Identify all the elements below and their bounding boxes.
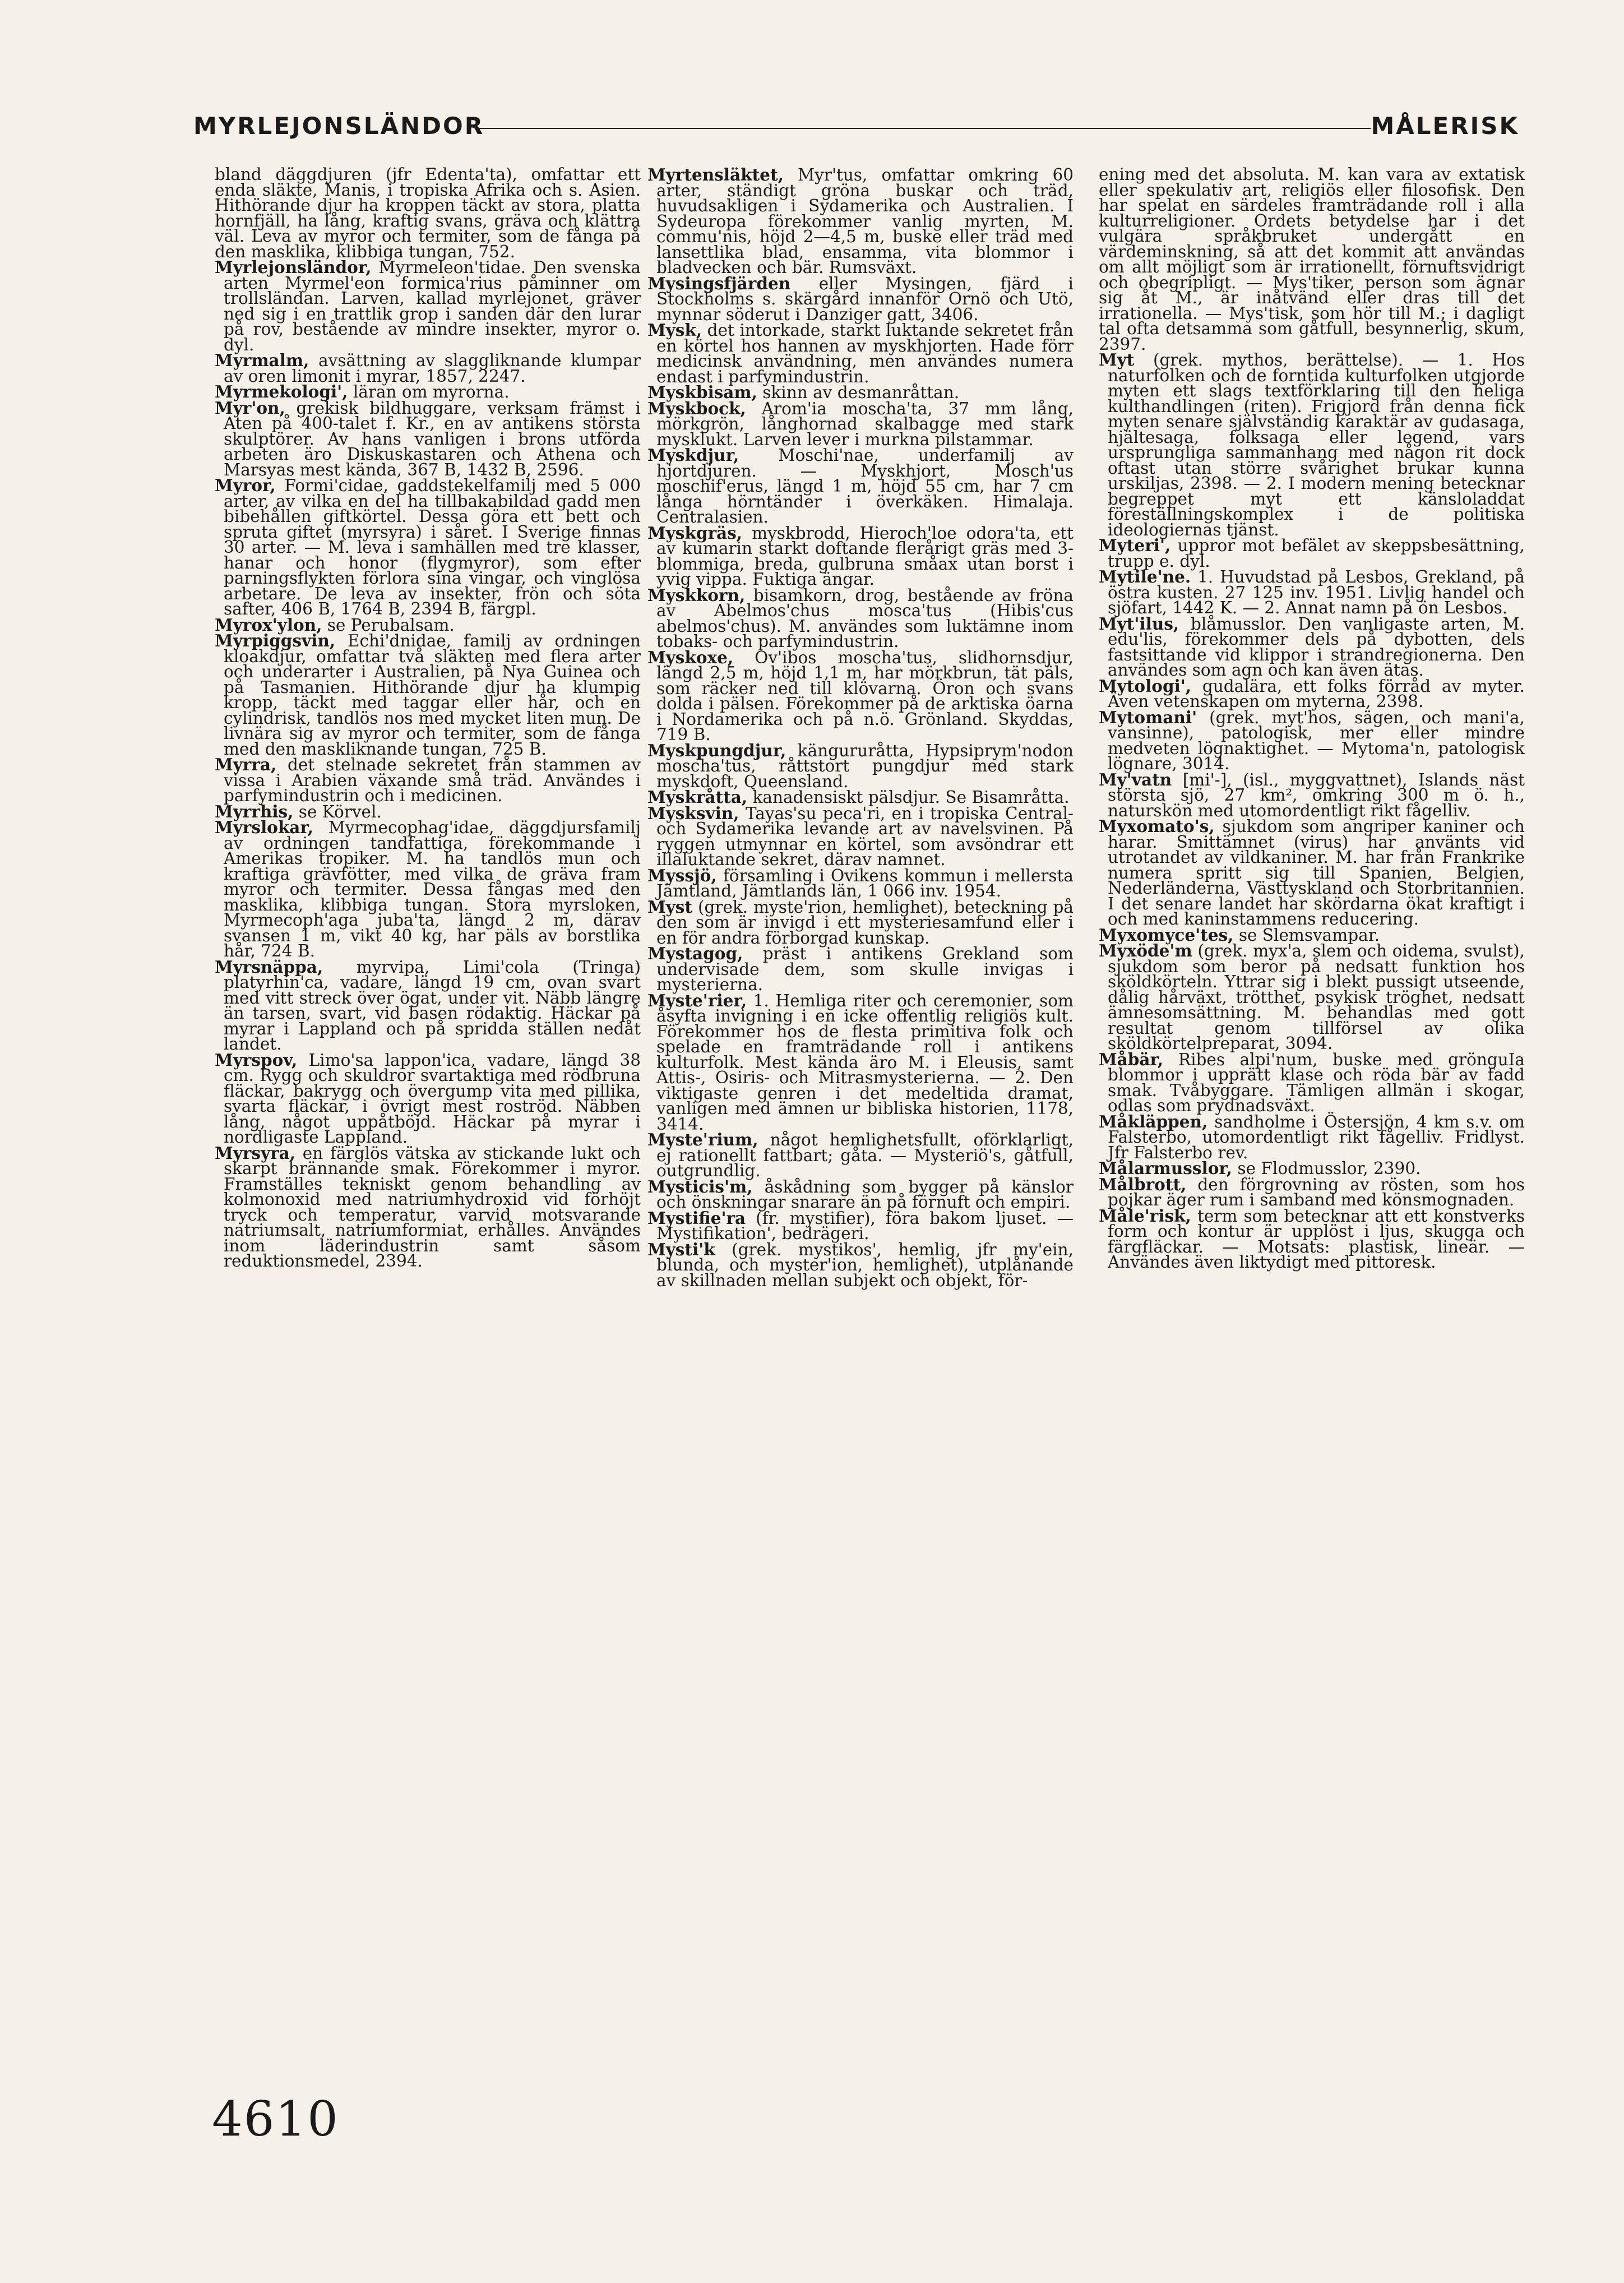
dictionary-entry <box>1099 1174 1525 1209</box>
entry-headword: Myrra, <box>215 755 277 774</box>
entry-text: myskbrodd, Hieroch'loe odora'ta, ett av kumarin starkt doftande flerårigt gräs med 3-blommiga, breda, gulbruna småax utan borst i yvig vippa. Fuktiga ängar. <box>656 523 1074 589</box>
entry-text: ening med det absoluta. M. kan vara av extatisk eller spekulativ art, religiös eller filosofisk. Den har spelat en särdeles framträdande roll i alla kulturreligioner. Ordets betydelse har i det vulgära språkbruket undergått en värdeminskning, så att det kommit att användas om allt möjligt som är irrationellt, förnuftsvidrigt och obegripligt. — Mys'tiker, person som ägnar sig åt M., är inåtvänd eller dras till det irrationella. — Mys'tisk, som hör till M.; i dagligt tal ofta detsamma som gåtfull, besynnerlig, skum, 2397. <box>1099 165 1525 354</box>
dictionary-entry <box>647 865 1074 900</box>
entry-text: bland däggdjuren (jfr Edenta'ta), omfattar ett enda släkte, Manis, i tropiska Afrika och s. Asien. Hithörande djur ha kroppen täckt av stora, platta hornfjäll, ha lång, kraftig svans, gräva och klättra väl. Leva av myror och termiter, som de fånga på den masklika, klibbiga tungan, 752. <box>215 165 641 261</box>
entry-text: en färglös vätska av stickande lukt och skarpt brännande smak. Förekommer i myror. Framställes tekniskt genom behandling av kolmonoxid med natriumhydroxid vid förhöjt tryck och temperatur, varvid motsvarande natriumsalt, natriumformiat, erhålles. Användes inom läderindustrin samt såsom reduktionsmedel, 2394. <box>224 1143 641 1270</box>
entry-text: Arom'ia moscha'ta, 37 mm lång, mörkgrön, långhornad skalbagge med stark mysklukt. Larven lever i murkna pilstammar. <box>656 399 1074 449</box>
dictionary-entry <box>647 946 1074 993</box>
entry-headword: Myste'rier, <box>647 990 747 1010</box>
entry-headword: Myt <box>1099 350 1135 369</box>
entry-headword: Myrox'ylon, <box>215 614 322 635</box>
entry-headword: Myrsyra, <box>215 1143 296 1163</box>
entry-headword: Mytile'ne. <box>1099 567 1191 586</box>
entry-headword: Myrrhis, <box>215 801 294 821</box>
dictionary-entry <box>647 273 1074 324</box>
entry-headword: Mystagog, <box>647 944 743 963</box>
entry-headword: Myxöde'm <box>1099 941 1192 960</box>
dictionary-entry <box>215 257 641 354</box>
dictionary-entry <box>215 817 641 960</box>
entry-headword: My'vatn <box>1099 769 1172 789</box>
entry-headword: Myrspov, <box>215 1050 298 1070</box>
entry-headword: Myrmalm, <box>215 350 309 370</box>
entry-headword: Mysk, <box>647 320 702 340</box>
entry-text: något hemlighetsfullt, oförklarligt, ej rationellt fattbart; gåta. — Mysteriö's, gåtfull, outgrundlig. <box>656 1130 1074 1180</box>
entry-headword: Myskråtta, <box>647 787 748 807</box>
dictionary-entry <box>647 740 1074 791</box>
entry-text: Ribes alpi'num, buske med grönguIa blommor i upprätt klase och röda bär av fadd smak. Tvåbyggare. Tämligen allmän i skogar, odlas som prydnadsväxt. <box>1108 1050 1525 1115</box>
entry-text: kängururåtta, Hypsiprym'nodon moscha'tus, råttstort pungdjur med stark myskdoft, Queensland. <box>656 741 1074 791</box>
entry-headword: Måbär, <box>1099 1049 1164 1069</box>
entry-text: (grek. myste'rion, hemlighet), beteckning på den som är invigd i ett mysteriesamfund eller i en för andra förborgad kunskap. <box>656 897 1074 948</box>
entry-headword: Myste'rium, <box>647 1130 758 1149</box>
entry-headword: Myskbisam, <box>647 382 757 402</box>
dictionary-entry <box>215 1145 641 1269</box>
dictionary-entry <box>1099 352 1525 538</box>
entry-text: term som betecknar att ett konstverks form och kontur är upplöst i ljus, skugga och färgfläckar. — Motsats: plastisk, lineär. — Användes även liktydigt med pittoresk. <box>1108 1206 1525 1272</box>
dictionary-entry <box>1099 816 1525 928</box>
entry-text: gudalära, ett folks förråd av myter. Även vetenskapen om myterna, 2398. <box>1108 676 1525 711</box>
dictionary-entry <box>647 647 1074 744</box>
entry-headword: Myror, <box>215 475 276 495</box>
entry-text: blåmusslor. Den vanligaste arten, M. edu'lis, förekommer dels på dybotten, dels fastsittande vid klippor i strandregionerna. Den användes som agn och kan även ätas. <box>1108 614 1525 680</box>
entry-text: 1. Huvudstad på Lesbos, Grekland, på östra kusten. 27 125 inv. 1951. Livlig handel och sjöfart, 1442 K. — 2. Annat namn på ön Lesbos. <box>1108 567 1525 617</box>
entry-headword: Myrmekologi', <box>215 382 348 401</box>
dictionary-entry <box>647 1210 1074 1242</box>
entry-text: se Flodmusslor, 2390. <box>1232 1159 1421 1178</box>
header-rule <box>476 128 1371 129</box>
dictionary-entry <box>647 447 1074 525</box>
page-number: 4610 <box>212 2091 339 2147</box>
entry-text: 1. Hemliga riter och ceremonier, som åsyfta invigning i en icke offentlig religiös kult. Förekommer hos de flesta primitiva folk och spelade en framträdande roll i antikens kulturfolk. Mest kända äro M. i Eleusis, samt Attis-, Osiris- och Mitrasmysterierna. — 2. Den viktigaste genren i det medeltida dramat, vanligen med ämnen ur bibliska historien, 1178, 3414. <box>656 991 1074 1134</box>
entry-text: sjukdom som angriper kaniner och harar. Smittämnet (virus) har använts vid utrotandet av vildkaniner. M. har från Frankrike numera spritt sig till Spanien, Belgien, Nederländerna, Västtyskland och Storbritannien. I det senare landet har skördarna ökat kraftigt i och med kaninstammens reducering. <box>1108 817 1525 928</box>
entry-headword: Mytomani' <box>1099 707 1197 727</box>
dictionary-entry <box>1099 769 1525 820</box>
entry-headword: Myteri', <box>1099 535 1171 555</box>
entry-headword: Myrpiggsvin, <box>215 631 336 650</box>
dictionary-entry <box>215 1052 641 1145</box>
entry-text: Myr'tus, omfattar omkring 60 arter, ständigt gröna buskar och träd, huvudsakligen i Sydamerika och Australien. I Sydeuropa förekommer vanlig myrten, M. commu'nis, höjd 2—4,5 m, buske eller träd med lansettlika blad, ensamma, vita blommor i bladvecken och bär. Rumsväxt. <box>656 165 1074 277</box>
entry-headword: Myskoxe, <box>647 647 734 667</box>
entry-headword: Myxomato's, <box>1099 816 1215 836</box>
entry-headword: Myrsnäppa, <box>215 956 323 977</box>
dictionary-entry <box>647 322 1074 385</box>
entry-headword: Myrlejonsländor, <box>215 257 372 277</box>
dictionary-entry <box>647 803 1074 869</box>
entry-text: Myrmeleon'tidae. Den svenska arten Myrmel'eon formica'rius påminner om trollsländan. Larven, kallad myrlejonet, gräver ned sig i en trattlik grop i sanden där den lurar på rov, bestående av mindre insekter, myror o. dyl. <box>224 258 641 354</box>
entry-headword: Myskpungdjur, <box>647 740 786 760</box>
dictionary-entry <box>215 167 641 260</box>
dictionary-entry <box>1099 943 1525 1052</box>
entry-text: den förgrovning av rösten, som hos pojkar äger rum i samband med könsmognaden. <box>1108 1175 1525 1209</box>
dictionary-entry <box>647 1132 1074 1179</box>
dictionary-entry <box>1099 613 1525 680</box>
entry-text: sandholme i Östersjön, 4 km s.v. om Falsterbo, utomordentligt rikt fågelliv. Fridlyst. Jfr Falsterbo rev. <box>1108 1112 1525 1162</box>
entry-text: (grek. myt'hos, sägen, och mani'a, vansinne), patologisk, mer eller mindre medveten lögnaktighet. — Mytoma'n, patologisk lögnare, 3014. <box>1108 708 1525 773</box>
entry-headword: Myskgräs, <box>647 523 743 543</box>
entry-text: (grek. mythos, berättelse). — 1. Hos naturfolken och de forntida kulturfolken utgjorde myten ett slags textförklaring till den heliga kulthandlingen (riten). Frigjord från denna fick myten senare självständig karaktär av gudasaga, hjältesaga, folksaga eller legend, vars ursprungliga sammanhang med någon rit dock oftast utan större svårighet brukar kunna urskiljas, 2398. — 2. I modern mening betecknar begreppet myt ett känsloladdat föreställningskomplex i de politiska ideologiernas tjänst. <box>1108 350 1525 539</box>
entry-headword: Myskdjur, <box>647 445 739 465</box>
dictionary-entry <box>215 956 641 1053</box>
header-right-keyword: MÅLERISK <box>1371 112 1519 140</box>
column-2 <box>647 167 1074 1288</box>
entry-text: Formi'cidae, gaddstekelfamilj med 5 000 arter, av vilka en del ha tillbakabildad gadd men bibehållen giftkörtel. Dessa göra ett bett och spruta giftet (myrsyra) i såret. I Sverige finnas 30 arter. — M. leva i samhällen med tre klasser, hanar och honor (flygmyror), som efter parningsflykten förlora sina vingar, och vinglösa arbetare. De leva av insekter, frön och söta safter, 406 B, 1764 B, 2394 B, färgpl. <box>224 476 641 618</box>
dictionary-entry <box>647 398 1074 449</box>
column-1 <box>215 167 641 1269</box>
entry-headword: Mysingsfjärden <box>647 273 791 293</box>
entry-text: grekisk bildhuggare, verksam främst i Aten på 400-talet f. Kr., en av antikens största skulptörer. Av hans vanligen i brons utförda arbeten äro Diskuskastaren och Athena och Marsyas mest kända, 367 B, 1432 B, 2596. <box>224 398 641 479</box>
entry-headword: Myst <box>647 896 693 917</box>
entry-text: se Körvel. <box>293 802 382 821</box>
entry-headword: Mysticis'm, <box>647 1176 753 1196</box>
dictionary-entry <box>1099 678 1525 710</box>
dictionary-entry <box>215 757 641 804</box>
dictionary-entry <box>1099 1111 1525 1162</box>
dictionary-entry <box>1099 535 1525 571</box>
entry-text: eller Mysingen, fjärd i Stockholms s. skärgård innanför Ornö och Utö, mynnar söderut i Danziger gatt, 3406. <box>656 274 1074 324</box>
entry-text: Echi'dnidae, familj av ordningen kloakdjur, omfattar två släkten med flera arter och underarter i Australien, på Nya Guinea och på Tasmanien. Hithörande djur ha klumpig kropp, täckt med taggar eller hår, och en cylindrisk, tandlös nos med mycket liten mun. De livnära sig av myror och termiter, som de fånga med den maskliknande tungan, 725 B. <box>224 631 641 759</box>
entry-headword: Myssjö, <box>647 865 717 885</box>
entry-text: se Perubalsam. <box>322 615 455 635</box>
entry-headword: Myr'on, <box>215 398 285 418</box>
running-header <box>193 112 1519 146</box>
entry-headword: Myt'ilus, <box>1099 613 1179 634</box>
dictionary-entry <box>215 633 641 757</box>
entry-headword: Mysti'k <box>647 1239 715 1259</box>
dictionary-entry <box>215 400 641 478</box>
entry-text: avsättning av slaggliknande klumpar av oren limonit i myrar, 1857, 2247. <box>224 351 641 386</box>
entry-headword: Målarmusslor, <box>1099 1158 1233 1178</box>
entry-text: bisamkorn, drog, bestående av fröna av Abelmos'chus mosca'tus (Hibis'cus abelmos'chus). M. användes som luktämne inom tobaks- och parfymindustrin. <box>656 585 1074 651</box>
entry-text: skinn av desmanråttan. <box>757 383 960 402</box>
entry-text: se Slemsvampar. <box>1233 925 1380 945</box>
entry-headword: Mystifie'ra <box>647 1208 746 1228</box>
entry-text: (fr. mystifier), föra bakom ljuset. — Mystifikation', bedrägeri. <box>656 1208 1074 1243</box>
dictionary-entry <box>647 525 1074 588</box>
dictionary-entry <box>1099 707 1525 773</box>
entry-headword: Måkläppen, <box>1099 1111 1208 1131</box>
dictionary-entry <box>647 1239 1074 1290</box>
dictionary-entry <box>647 990 1074 1134</box>
entry-headword: Myrtensläktet, <box>647 165 784 184</box>
dictionary-entry <box>215 475 641 618</box>
entry-text: församling i Ovikens kommun i mellersta Jämtland, Jämtlands län, 1 066 inv. 1954. <box>656 866 1074 900</box>
entry-text: myrvipa, Limi'cola (Tringa) platyrhin'ca, vadare, längd 19 cm, ovan svart med vitt streck över ögat, under vit. Näbb längre än tarsen, svart, vid basen rödaktig. Häckar på myrar i Lappland och på spridda ställen nedåt landet. <box>224 957 641 1053</box>
entry-headword: Myrslokar, <box>215 817 314 837</box>
dictionary-entry <box>1099 1205 1525 1272</box>
entry-text: kanadensiskt pälsdjur. Se Bisamråtta. <box>747 788 1070 807</box>
dictionary-entry <box>215 350 641 386</box>
entry-text: Tayas'su peca'ri, en i tropiska Central- och Sydamerika levande art av navelsvinen. På ryggen utmynnar en körtel, som avsöndrar ett illaluktande sekret, därav namnet. <box>656 803 1074 869</box>
entry-text: (grek. myx'a, slem och oidema, svulst), sjukdom som beror på nedsatt funktion hos sköldkörteln. Yttrar sig i blekt pussigt utseende, dålig hårväxt, trötthet, psykisk tröghet, nedsatt ämnesomsättning. M. behandlas med gott resultat genom tillförsel av olika sköldkörtelpreparat, 3094. <box>1108 941 1525 1053</box>
entry-headword: Myskbock, <box>647 398 746 418</box>
entry-text: Ov'ibos moscha'tus, slidhornsdjur, längd 2,5 m, höjd 1,1 m, har mörkbrun, tät päls, som räcker ned till klövarna. Öron och svans dolda i pälsen. Förekommer på de arktiska öarna i Nordamerika och på n.ö. Grönland. Skyddas, 719 B. <box>656 648 1074 744</box>
entry-text: det intorkade, starkt luktande sekretet från en körtel hos hannen av myskhjorten. Hade förr medicinsk användning, men användes numera endast i parfymindustrin. <box>656 321 1074 386</box>
entry-text: uppror mot befälet av skeppsbesättning, trupp e. dyl. <box>1108 536 1525 571</box>
entry-text: Limo'sa lappon'ica, vadare, längd 38 cm. Rygg och skuldror svartaktiga med rödbruna fläckar, bakrygg och övergump vita med pillika, svarta fläckar, i övrigt mest roströd. Näbben lång, något uppåtböjd. Häckar på myrar i nordligaste Lappland. <box>224 1050 641 1147</box>
entry-text: präst i antikens Grekland som undervisade dem, som skulle invigas i mysterierna. <box>656 944 1074 994</box>
entry-headword: Måle'risk, <box>1099 1205 1191 1226</box>
entry-headword: Mysksvin, <box>647 803 739 823</box>
entry-headword: Myxomyce'tes, <box>1099 925 1234 945</box>
dictionary-entry <box>647 1176 1074 1212</box>
entry-headword: Myskkorn, <box>647 585 746 605</box>
dictionary-entry <box>1099 569 1525 616</box>
dictionary-entry <box>1099 1049 1525 1115</box>
entry-text: det stelnade sekretet från stammen av vissa i Arabien växande små träd. Användes i parfymindustrin och i medicinen. <box>224 755 641 805</box>
dictionary-entry <box>647 585 1074 651</box>
header-left-keyword: MYRLEJONSLÄNDOR <box>193 112 485 140</box>
dictionary-entry <box>647 167 1074 276</box>
dictionary-entry <box>647 896 1074 948</box>
entry-headword: Målbrott, <box>1099 1174 1187 1194</box>
dictionary-entry <box>1099 167 1525 352</box>
entry-text: (grek. mystikos', hemlig, jfr my'ein, blunda, och myster'ion, hemlighet), utplånande av skillnaden mellan subjekt och objekt, för- <box>656 1240 1074 1290</box>
entry-text: läran om myrorna. <box>348 382 510 401</box>
entry-text: Moschi'nae, underfamilj av hjortdjuren. — Myskhjort, Mosch'us moschif'erus, längd 1 m, höjd 55 cm, har 7 cm långa hörntänder i överkäken. Himalaja. Centralasien. <box>656 446 1074 526</box>
entry-headword: Mytologi', <box>1099 676 1192 696</box>
entry-text: Myrmecophag'idae, däggdjursfamilj av ordningen tandfattiga, förekommande i Amerikas tropiker. M. ha tandlös mun och kraftiga grävfötter, med vilka de gräva fram myror och termiter. Dessa fångas med den masklika, klibbiga tungan. Stora myrsloken, Myrmecoph'aga juba'ta, längd 2 m, därav svansen 1 m, vikt 40 kg, har päls av borstlika hår, 724 B. <box>224 818 641 960</box>
column-3 <box>1099 167 1525 1270</box>
entry-text: åskådning som bygger på känslor och önskningar snarare än på förnuft och empiri. <box>656 1177 1074 1212</box>
entry-text: [mi'-], (isl., myggvattnet), Islands näst största sjö, 27 km², omkring 300 m ö. h., naturskön med utomordentligt rikt fågelliv. <box>1108 770 1525 820</box>
